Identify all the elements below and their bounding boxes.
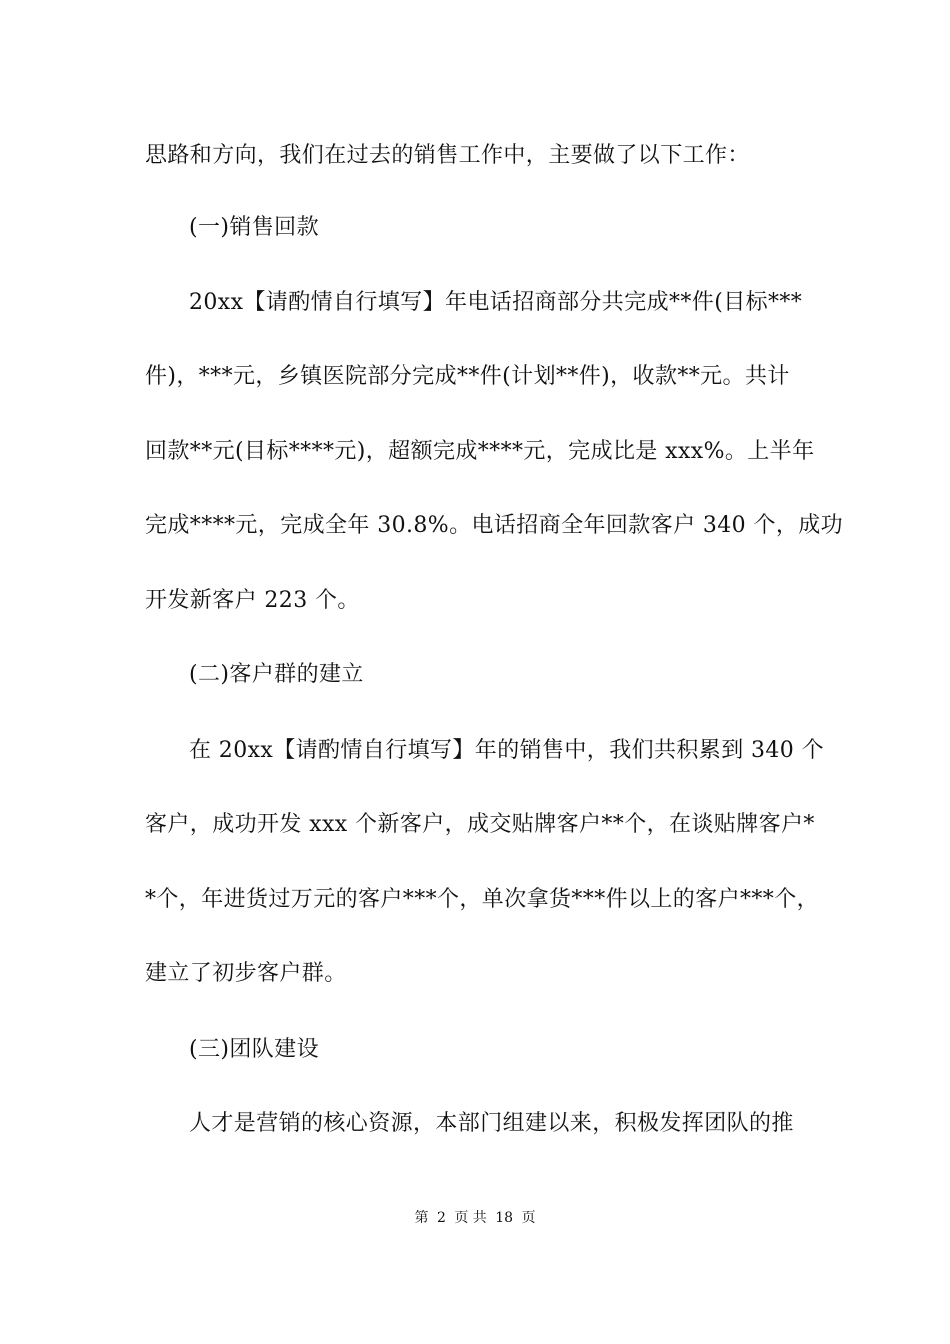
body-line-3: 20xx【请酌情自行填写】年电话招商部分共完成**件(目标*** bbox=[189, 290, 803, 315]
body-line-12: 建立了初步客户群。 bbox=[145, 961, 347, 986]
body-line-6: 完成****元，完成全年 30.8%。电话招商全年回款客户 340 个，成功 bbox=[145, 513, 844, 538]
footer-mid: 页 共 bbox=[454, 1210, 487, 1226]
footer-suffix: 页 bbox=[521, 1210, 536, 1226]
footer-prefix: 第 bbox=[414, 1210, 429, 1226]
body-line-5: 回款**元(目标****元)，超额完成****元，完成比是 xxx%。上半年 bbox=[145, 439, 815, 464]
body-line-11: *个，年进货过万元的客户***个，单次拿货***件以上的客户***个， bbox=[145, 887, 820, 912]
section-heading-customer-group: (二)客户群的建立 bbox=[189, 662, 364, 687]
page-footer bbox=[0, 1208, 950, 1228]
body-line-7: 开发新客户 223 个。 bbox=[145, 588, 360, 613]
body-line-14: 人才是营销的核心资源，本部门组建以来，积极发挥团队的推 bbox=[189, 1111, 794, 1136]
body-line-4: 件)，***元，乡镇医院部分完成**件(计划**件)，收款**元。共计 bbox=[145, 364, 790, 389]
body-line-10: 客户，成功开发 xxx 个新客户，成交贴牌客户**个，在谈贴牌客户* bbox=[145, 812, 815, 837]
footer-total-pages: 18 bbox=[495, 1210, 514, 1226]
body-line-9: 在 20xx【请酌情自行填写】年的销售中，我们共积累到 340 个 bbox=[189, 738, 824, 763]
section-heading-sales-payment: (一)销售回款 bbox=[189, 215, 319, 240]
body-line-1: 思路和方向，我们在过去的销售工作中，主要做了以下工作： bbox=[145, 143, 750, 168]
section-heading-team-building: (三)团队建设 bbox=[189, 1037, 319, 1062]
footer-page-number: 2 bbox=[436, 1210, 446, 1226]
